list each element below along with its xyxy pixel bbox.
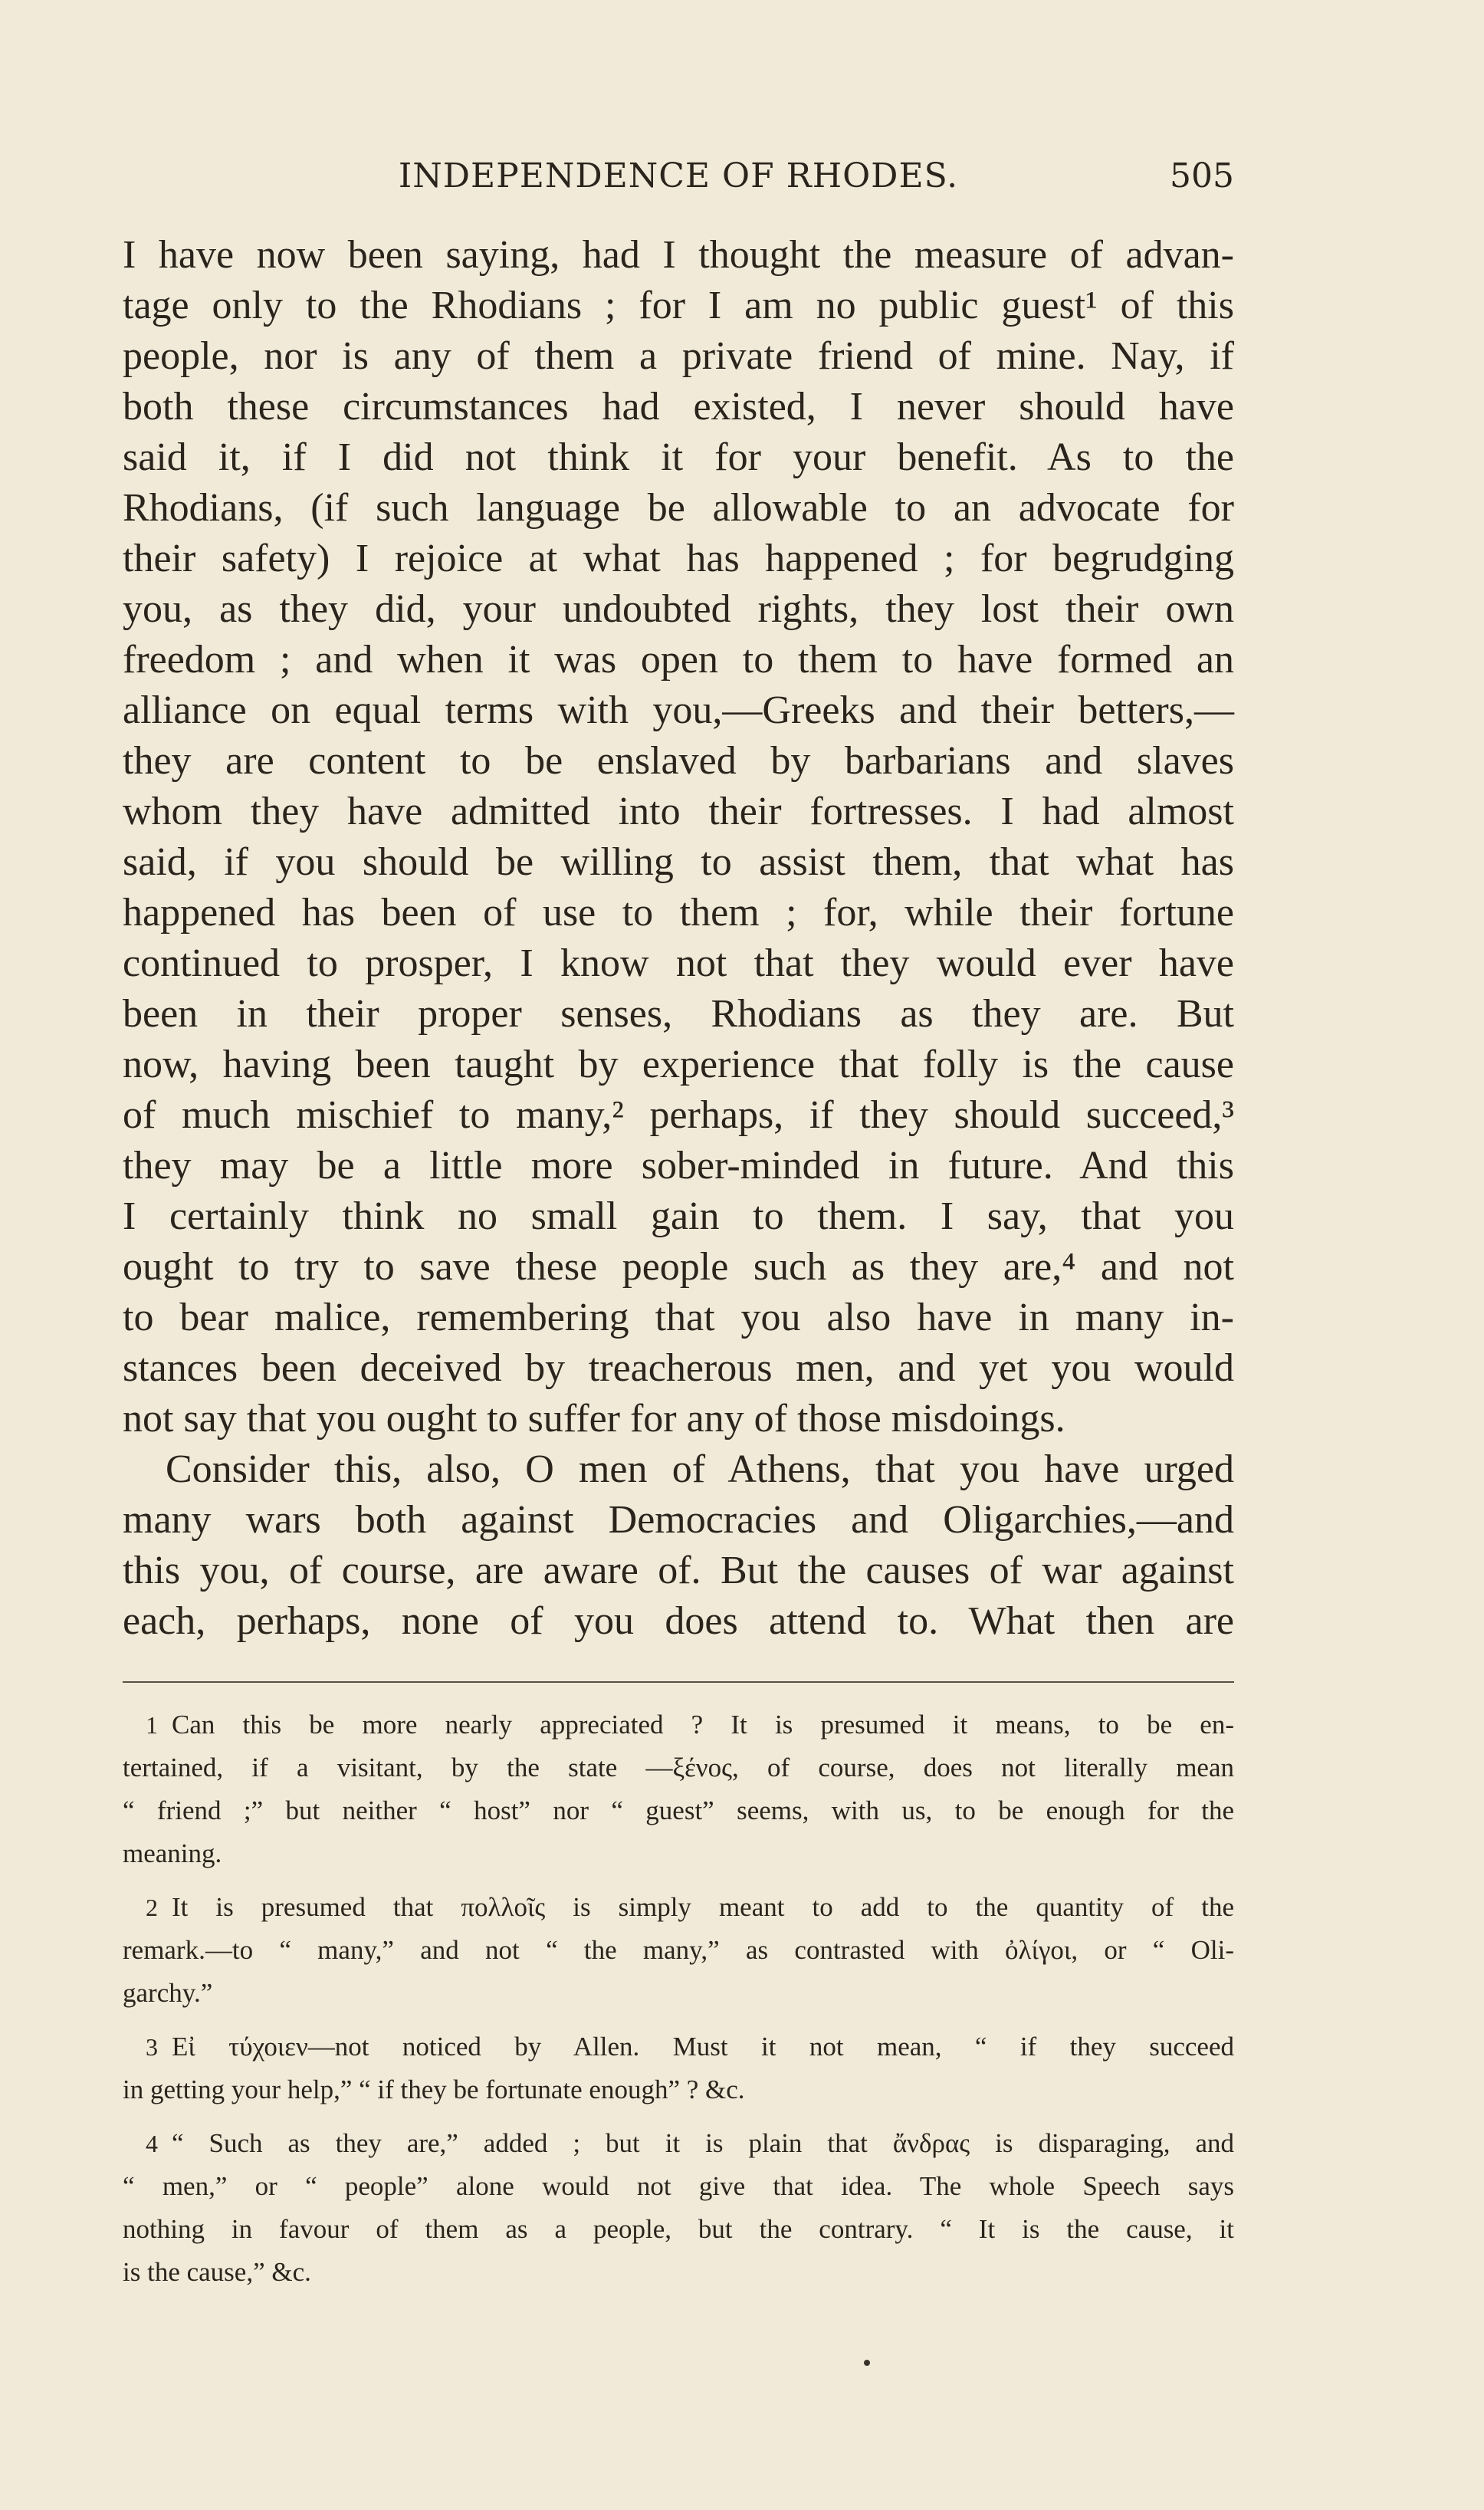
- footnote: [123, 2025, 1234, 2111]
- footnote-line: remark.—to “ many,” and not “ the many,” as contrasted with ὀλίγοι, or “ Oli-: [123, 1935, 1234, 1965]
- body-line: been in their proper senses, Rhodians as they are. But: [123, 992, 1234, 1036]
- body-line: this you, of course, are aware of. But the causes of war against: [123, 1549, 1234, 1592]
- body-line: whom they have admitted into their fortresses. I had almost: [123, 790, 1234, 833]
- footnote-line: in getting your help,” “ if they be fortunate enough” ? &c.: [123, 2075, 745, 2104]
- body-line: freedom ; and when it was open to them to have formed an: [123, 638, 1234, 682]
- footnote-text: It is presumed that πολλοῖς is simply meant to add to the quantity of the: [172, 1892, 1234, 1922]
- body-line: they may be a little more sober-minded in future. And this: [123, 1144, 1234, 1188]
- footnote-line: [123, 1703, 1234, 1746]
- footnote-line: garchy.”: [123, 1978, 213, 2008]
- body-line: people, nor is any of them a private friend of mine. Nay, if: [123, 334, 1234, 378]
- footnote-line: [123, 1886, 1234, 1929]
- body-line: not say that you ought to suffer for any of those misdoings.: [123, 1397, 1065, 1441]
- footnote-line: meaning.: [123, 1838, 222, 1868]
- body-line: many wars both against Democracies and Oligarchies,—and: [123, 1498, 1234, 1542]
- body-line: they are content to be enslaved by barbarians and slaves: [123, 739, 1234, 783]
- footnote-line: [123, 2025, 1234, 2068]
- footnote-line: “ men,” or “ people” alone would not give that idea. The whole Speech says: [123, 2171, 1234, 2201]
- body-line: tage only to the Rhodians ; for I am no public guest¹ of this: [123, 284, 1234, 327]
- body-line: ought to try to save these people such as they are,⁴ and not: [123, 1245, 1234, 1289]
- footnote-line: is the cause,” &c.: [123, 2257, 311, 2287]
- footnote-mark: 4: [146, 2130, 158, 2157]
- body-line: alliance on equal terms with you,—Greeks and their betters,—: [123, 688, 1234, 732]
- footnote-text: Can this be more nearly appreciated ? It is presumed it means, to be en-: [172, 1710, 1234, 1740]
- footnote: [123, 2122, 1234, 2294]
- footnote-mark: 2: [146, 1894, 158, 1921]
- body-line: their safety) I rejoice at what has happened ; for begrudging: [123, 537, 1234, 580]
- body-line: to bear malice, remembering that you also have in many in-: [123, 1296, 1234, 1339]
- page-number: 505: [1170, 156, 1234, 195]
- footnote-text: Εἰ τύχοιεν—not noticed by Allen. Must it not mean, “ if they succeed: [172, 2032, 1234, 2062]
- body-line: of much mischief to many,² perhaps, if they should succeed,³: [123, 1093, 1234, 1137]
- body-line: Rhodians, (if such language be allowable to an advocate for: [123, 486, 1234, 530]
- body-line: each, perhaps, none of you does attend to. What then are: [123, 1599, 1234, 1643]
- body-line: both these circumstances had existed, I never should have: [123, 385, 1234, 429]
- footnote-line: “ friend ;” but neither “ host” nor “ guest” seems, with us, to be enough for the: [123, 1795, 1234, 1825]
- footnote-line: tertained, if a visitant, by the state —ξένος, of course, does not literally mean: [123, 1753, 1234, 1782]
- body-line: stances been deceived by treacherous men, and yet you would: [123, 1346, 1234, 1390]
- body-line: continued to prosper, I know not that they would ever have: [123, 941, 1234, 985]
- running-head: [123, 150, 1234, 204]
- body-line: I certainly think no small gain to them. I say, that you: [123, 1194, 1234, 1238]
- footnotes: [123, 1703, 1234, 2305]
- body-line: now, having been taught by experience that folly is the cause: [123, 1043, 1234, 1086]
- footnote-mark: 3: [146, 2033, 158, 2061]
- body-line: I have now been saying, had I thought the measure of advan-: [123, 233, 1234, 277]
- footnote-mark: 1: [146, 1711, 158, 1739]
- footnote-line: nothing in favour of them as a people, but the contrary. “ It is the cause, it: [123, 2214, 1234, 2244]
- body-line: said it, if I did not think it for your benefit. As to the: [123, 435, 1234, 479]
- body-line: said, if you should be willing to assist them, that what has: [123, 840, 1234, 884]
- ink-speck: [864, 2360, 870, 2366]
- footnote-text: “ Such as they are,” added ; but it is plain that ἄνδρας is disparaging, and: [172, 2128, 1234, 2158]
- footnote: [123, 1886, 1234, 2015]
- running-title: INDEPENDENCE OF RHODES.: [398, 156, 959, 195]
- body-line: you, as they did, your undoubted rights, they lost their own: [123, 587, 1234, 631]
- footnote: [123, 1703, 1234, 1875]
- body-text: [123, 230, 1234, 1647]
- body-line: happened has been of use to them ; for, while their fortune: [123, 891, 1234, 935]
- footnote-divider: [123, 1681, 1234, 1683]
- body-line: Consider this, also, O men of Athens, that you have urged: [166, 1447, 1234, 1491]
- footnote-line: [123, 2122, 1234, 2165]
